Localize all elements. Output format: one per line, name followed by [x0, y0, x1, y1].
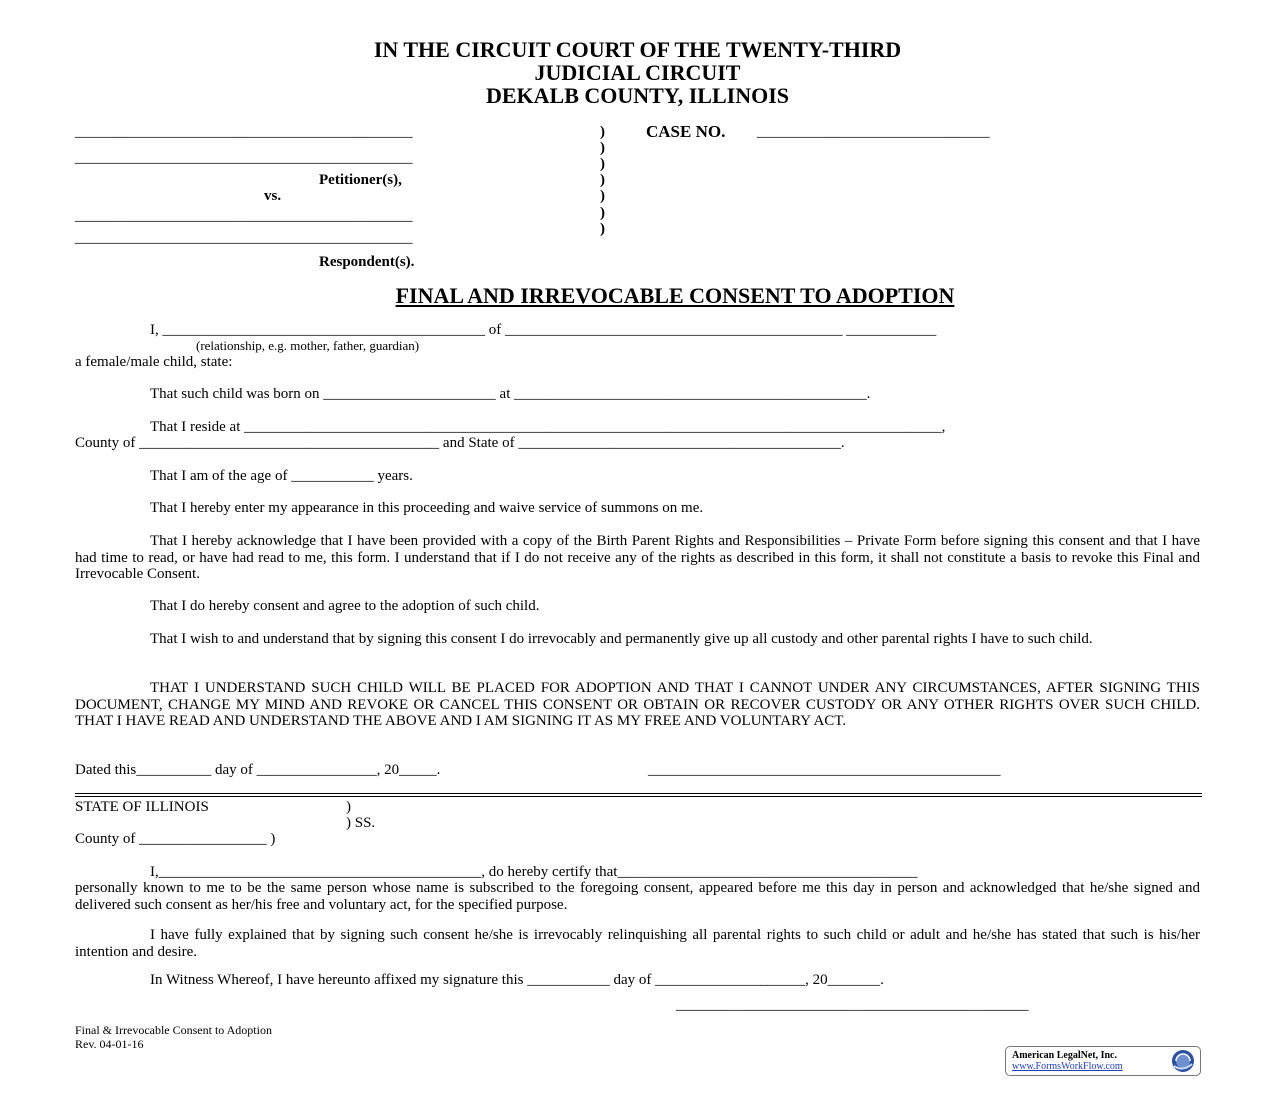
petitioner-label: Petitioner(s),: [319, 172, 402, 188]
american-legalnet-logo[interactable]: [1005, 1046, 1201, 1076]
relinquish-paragraph: That I wish to and understand that by signing this consent I do irrevocably and permanently give up all custody and other parental rights I have to such child.: [150, 631, 1093, 647]
globe-icon: [1170, 1048, 1196, 1074]
caption-paren: ): [600, 221, 605, 237]
caption-paren: ): [600, 124, 605, 140]
certify-line[interactable]: I,___________________________________________, do hereby certify that________________________________________: [150, 864, 918, 880]
document-title: FINAL AND IRREVOCABLE CONSENT TO ADOPTION: [395, 283, 955, 308]
relationship-hint: (relationship, e.g. mother, father, guardian): [196, 338, 420, 353]
respondent-name-blank-2[interactable]: _____________________________________________: [75, 230, 413, 246]
footer-form-name: Final & Irrevocable Consent to Adoption: [75, 1023, 272, 1037]
ss-label: ) SS.: [346, 815, 376, 831]
respondent-label: Respondent(s).: [319, 254, 415, 270]
county-blank-line[interactable]: County of _________________ ): [75, 831, 276, 847]
logo-website-link[interactable]: www.FormsWorkFlow.com: [1012, 1061, 1123, 1072]
case-number-blank[interactable]: _______________________________: [757, 124, 990, 140]
caption-paren: ): [600, 156, 605, 172]
caption-paren: ): [600, 188, 605, 204]
section-divider: [75, 793, 1202, 794]
footer-revision: Rev. 04-01-16: [75, 1037, 144, 1051]
caption-paren: ): [600, 205, 605, 221]
certify-paragraph: personally known to me to be the same person whose name is subscribed to the foregoing consent, appeared before me this day in person and acknowledged that he/she signed and delivered such consent as her/his free and voluntary act, for the specified purpose.: [75, 880, 1200, 913]
state-label: STATE OF ILLINOIS: [75, 799, 209, 815]
witness-line[interactable]: In Witness Whereof, I have hereunto affixed my signature this ___________ day of ____________________, 20_______.: [150, 972, 884, 988]
court-title-line1: IN THE CIRCUIT COURT OF THE TWENTY-THIRD: [373, 37, 902, 62]
section-divider: [75, 796, 1202, 797]
agreement-statement: That I do hereby consent and agree to the adoption of such child.: [150, 598, 540, 614]
county-state-line[interactable]: County of ________________________________________ and State of ___________________________________________.: [75, 435, 845, 451]
age-line[interactable]: That I am of the age of ___________ years.: [150, 468, 413, 484]
petitioner-name-blank-1[interactable]: _____________________________________________: [75, 124, 413, 140]
logo-company-name: American LegalNet, Inc.: [1012, 1050, 1117, 1061]
acknowledgement-paragraph: That I hereby acknowledge that I have been provided with a copy of the Birth Parent Rights and Responsibilities – Private Form before signing this consent and that I have had time to read, or have had read to me, this form. I understand that if I do not receive any of the rights as described in this form, it shall not constitute a basis to revoke this Final and Irrevocable Consent.: [75, 533, 1200, 582]
court-title-line3: DEKALB COUNTY, ILLINOIS: [486, 83, 789, 108]
dated-line[interactable]: Dated this__________ day of ________________, 20_____.: [75, 762, 441, 778]
appearance-statement: That I hereby enter my appearance in this proceeding and waive service of summons on me.: [150, 500, 704, 516]
consenter-signature-line[interactable]: _______________________________________________: [648, 762, 1001, 778]
vs-label: vs.: [264, 188, 282, 204]
petitioner-name-blank-2[interactable]: _____________________________________________: [75, 150, 413, 166]
notary-paren: ): [346, 799, 351, 815]
notary-signature-line[interactable]: _______________________________________________: [676, 997, 1029, 1013]
consenter-intro-line[interactable]: I, ___________________________________________ of _____________________________________________ ____________: [150, 322, 937, 338]
caption-paren: ): [600, 140, 605, 156]
residence-line[interactable]: That I reside at _____________________________________________________________________________________________,: [150, 419, 946, 435]
birth-date-line[interactable]: That such child was born on _______________________ at _______________________________________________.: [150, 386, 871, 402]
respondent-name-blank-1[interactable]: _____________________________________________: [75, 208, 413, 224]
child-gender-line: a female/male child, state:: [75, 354, 233, 370]
caption-paren: ): [600, 172, 605, 188]
capitals-declaration-paragraph: THAT I UNDERSTAND SUCH CHILD WILL BE PLACED FOR ADOPTION AND THAT I CANNOT UNDER ANY CIRCUMSTANCES, AFTER SIGNING THIS DOCUMENT, CHANGE MY MIND AND REVOKE OR CANCEL THIS CONSENT OR OBTAIN OR RECOVER CUSTODY OR ANY OTHER RIGHTS OVER SUCH CHILD. THAT I HAVE READ AND UNDERSTAND THE ABOVE AND I AM SIGNING IT AS MY FREE AND VOLUNTARY ACT.: [75, 680, 1200, 729]
explained-paragraph: I have fully explained that by signing such consent he/she is irrevocably relinquishing all parental rights to such child or adult and he/she has stated that such is his/her intention and desire.: [75, 927, 1200, 960]
case-number-label: CASE NO.: [646, 122, 726, 141]
court-title-line2: JUDICIAL CIRCUIT: [534, 60, 741, 85]
